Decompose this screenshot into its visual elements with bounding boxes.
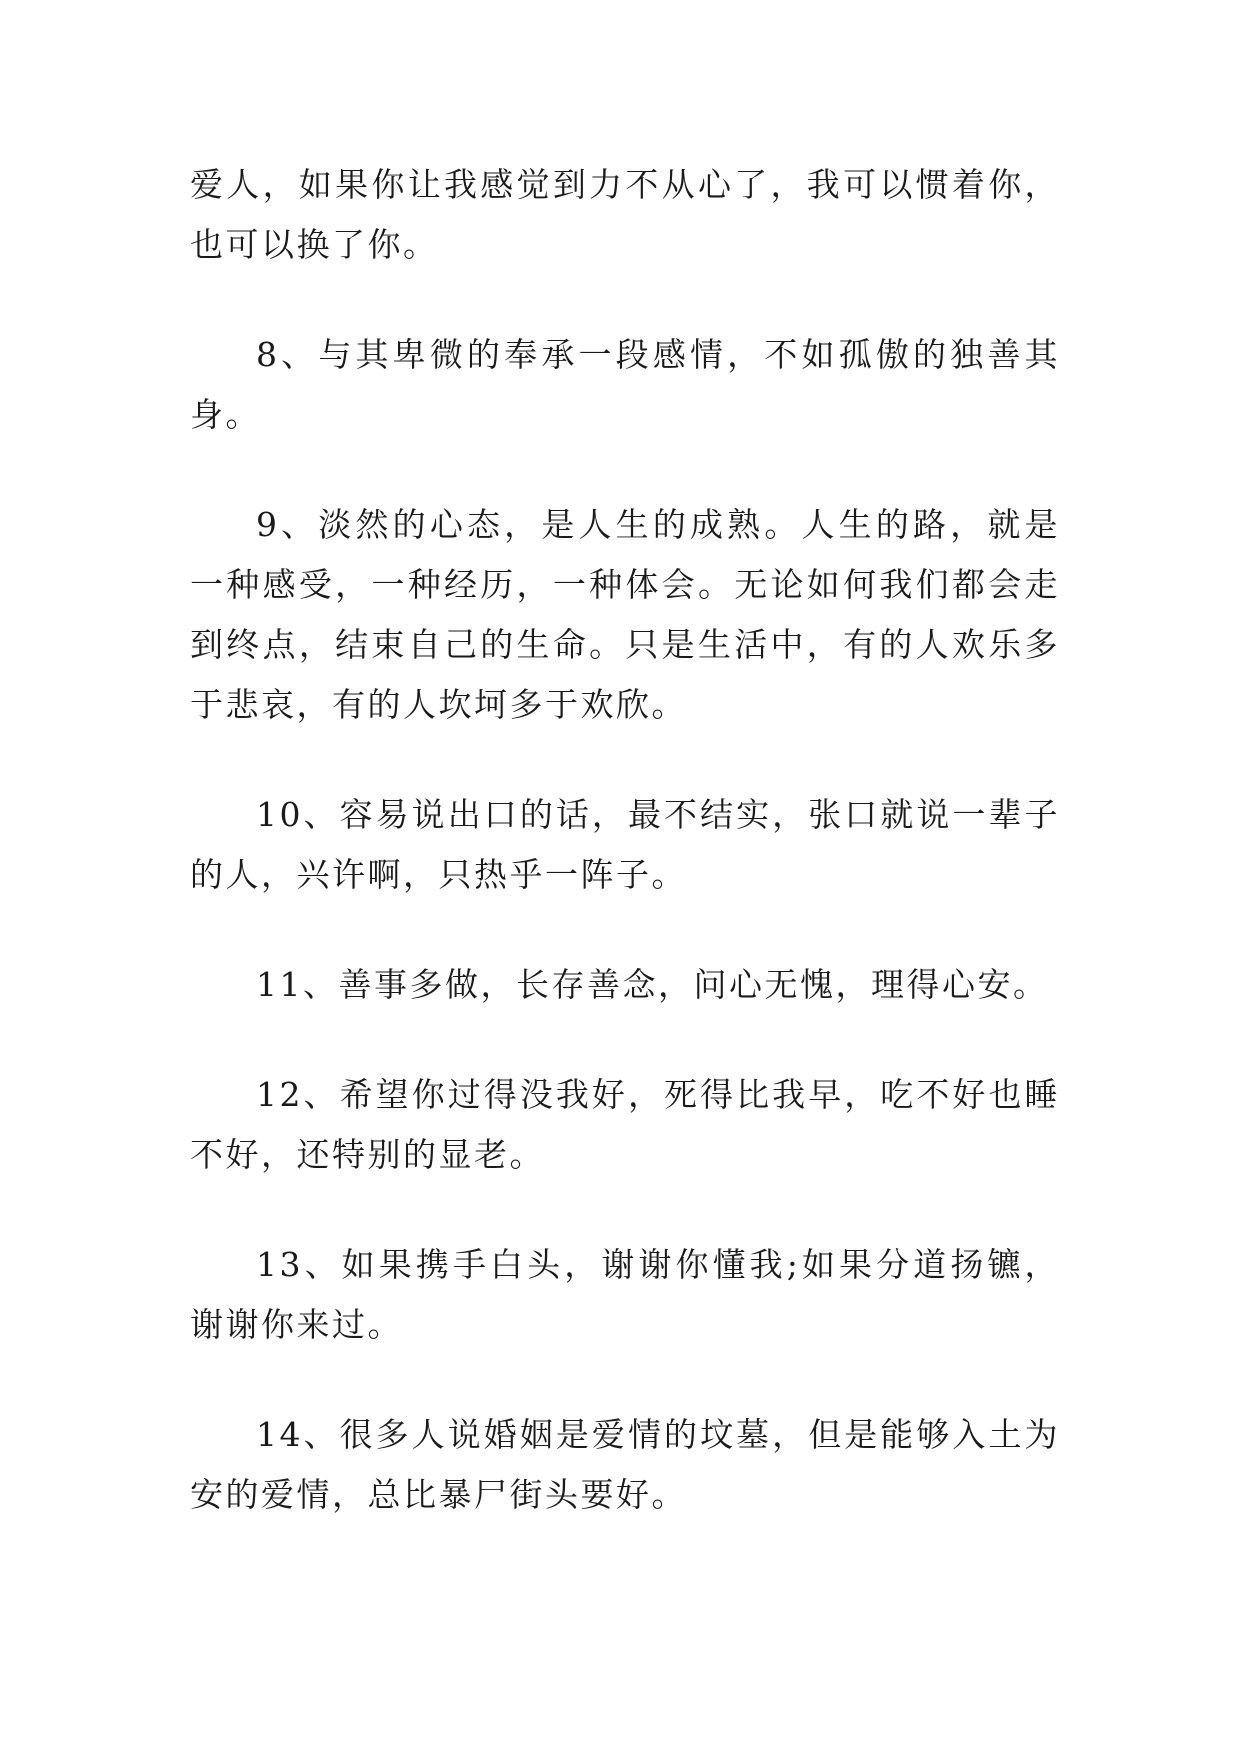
paragraph-continuation: 爱人，如果你让我感觉到力不从心了，我可以惯着你，也可以换了你。: [190, 165, 1060, 264]
paragraph-item-12: 12、希望你过得没我好，死得比我早，吃不好也睡不好，还特别的显老。: [190, 1075, 1060, 1174]
document-body: [190, 155, 1060, 1525]
paragraph-item-13: 13、如果携手白头，谢谢你懂我;如果分道扬镳，谢谢你来过。: [190, 1245, 1060, 1344]
paragraph-item-9: 9、淡然的心态，是人生的成熟。人生的路，就是一种感受，一种经历，一种体会。无论如何我们都会走到终点，结束自己的生命。只是生活中，有的人欢乐多于悲哀，有的人坎坷多于欢欣。: [190, 505, 1060, 724]
paragraph-item-14: 14、很多人说婚姻是爱情的坟墓，但是能够入土为安的爱情，总比暴尸街头要好。: [190, 1415, 1060, 1514]
paragraph-item-8: 8、与其卑微的奉承一段感情，不如孤傲的独善其身。: [190, 335, 1060, 434]
paragraph-item-11: 11、善事多做，长存善念，问心无愧，理得心安。: [256, 965, 1049, 1004]
paragraph-item-10: 10、容易说出口的话，最不结实，张口就说一辈子的人，兴许啊，只热乎一阵子。: [190, 795, 1060, 894]
